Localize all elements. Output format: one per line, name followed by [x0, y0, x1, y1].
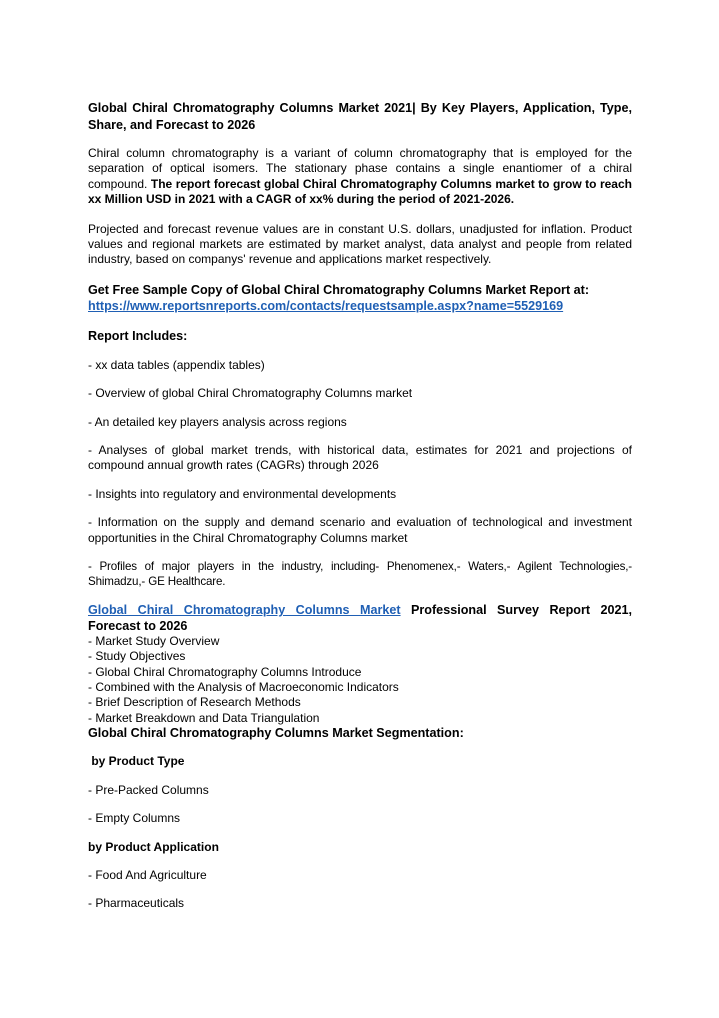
key-players-profiles: - Profiles of major players in the industry, including- Phenomenex,- Waters,- Agilent Technologies,- Shimadzu,- GE Healthcare. [88, 560, 632, 589]
document-title: Global Chiral Chromatography Columns Market 2021| By Key Players, Application, Type, Share, and Forecast to 2026 [88, 101, 632, 132]
product-type-item: - Pre-Packed Columns [88, 782, 209, 797]
survey-item: - Study Objectives [88, 649, 186, 664]
survey-heading-text: Professional Survey Report 2021, Forecast to 2026 [88, 603, 632, 633]
survey-item: - Global Chiral Chromatography Columns Introduce [88, 664, 362, 679]
sample-copy-block [88, 282, 632, 314]
intro-forecast-text: The report forecast global Chiral Chromatography Columns market to grow to reach xx Million USD in 2021 with a CAGR of xx% during the period of 2021-2026. [88, 176, 632, 207]
report-includes-item: - An detailed key players analysis across regions [88, 414, 347, 429]
report-includes-item: - xx data tables (appendix tables) [88, 357, 265, 372]
intro-paragraph [88, 146, 632, 208]
survey-item: - Market Study Overview [88, 634, 220, 649]
segmentation-heading: Global Chiral Chromatography Columns Market Segmentation: [88, 725, 464, 740]
projection-paragraph: Projected and forecast revenue values are in constant U.S. dollars, unadjusted for inflation. Product values and regional markets are estimated by market analyst, data analyst and people from related industry, based on companys' revenue and applications market respectively. [88, 221, 632, 267]
report-includes-item: - Information on the supply and demand scenario and evaluation of technological and investment opportunities in the Chiral Chromatography Columns market [88, 515, 632, 545]
report-includes-heading: Report Includes: [88, 328, 188, 343]
document-page [88, 100, 632, 925]
product-type-item: - Empty Columns [88, 811, 181, 826]
report-includes-item: - Insights into regulatory and environmental developments [88, 486, 397, 501]
survey-item: - Market Breakdown and Data Triangulation [88, 710, 320, 725]
survey-item: - Brief Description of Research Methods [88, 695, 301, 710]
product-application-heading: by Product Application [88, 839, 219, 854]
survey-section [88, 603, 632, 741]
sample-request-link[interactable]: https://www.reportsnreports.com/contacts/requestsample.aspx?name=5529169 [88, 298, 564, 313]
application-item: - Food And Agriculture [88, 868, 207, 882]
market-report-link[interactable]: Global Chiral Chromatography Columns Market [88, 603, 401, 618]
intro-text: Chiral column chromatography is a variant of column chromatography that is employed for the separation of optical isomers. The stationary phase contains a single enantiomer of a chiral compound. [88, 146, 632, 191]
application-item: - Pharmaceuticals [88, 896, 185, 911]
product-type-heading: by Product Type [88, 754, 185, 769]
sample-copy-heading: Get Free Sample Copy of Global Chiral Chromatography Columns Market Report at: [88, 282, 590, 297]
survey-item: - Combined with the Analysis of Macroeconomic Indicators [88, 679, 399, 694]
report-includes-item: - Overview of global Chiral Chromatography Columns market [88, 386, 413, 401]
report-includes-item: - Analyses of global market trends, with historical data, estimates for 2021 and projections of compound annual growth rates (CAGRs) through 2026 [88, 443, 632, 473]
survey-heading [88, 603, 632, 634]
